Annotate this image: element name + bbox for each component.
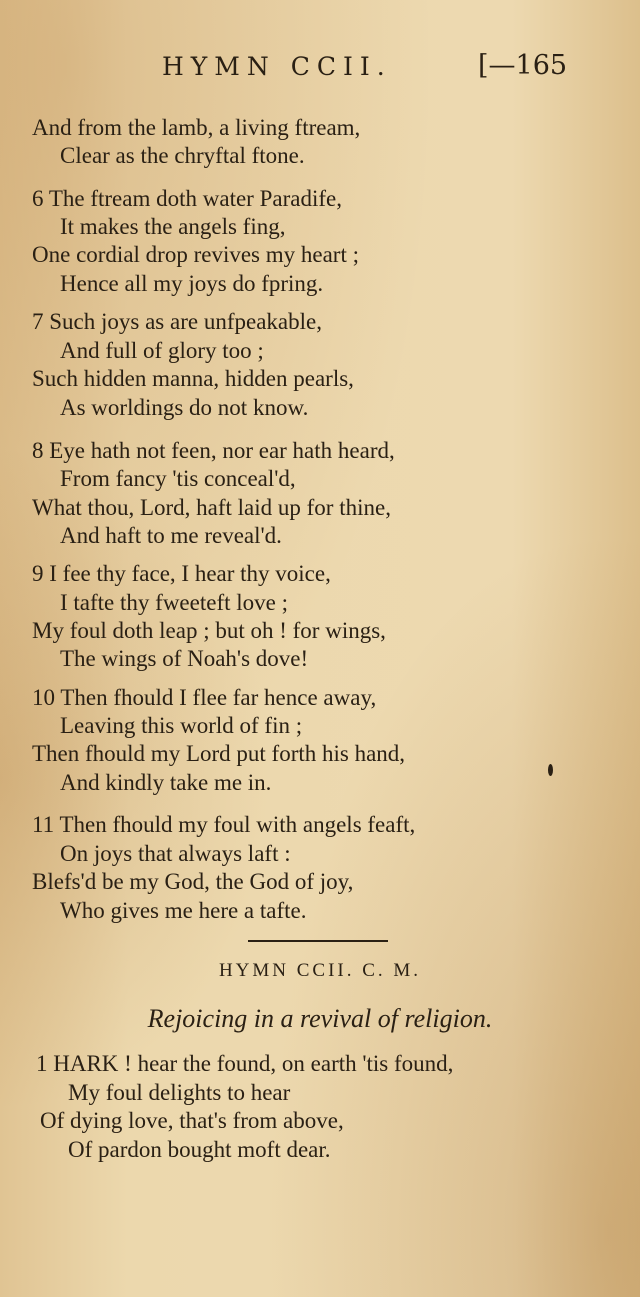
page-number: [—165 xyxy=(478,50,568,81)
verse-line: My foul doth leap ; but oh ! for wings, xyxy=(32,618,386,643)
verse-number: 10 xyxy=(32,685,55,710)
verse-line: And full of glory too ; xyxy=(60,338,264,363)
hymn-subtitle: Rejoicing in a revival of religion. xyxy=(147,1004,493,1033)
verse-line: As worldings do not know. xyxy=(60,395,309,420)
verse-line: What thou, Lord, haft laid up for thine, xyxy=(32,495,391,520)
verse-line: Hence all my joys do fpring. xyxy=(60,271,324,296)
verse-line: Blefs'd be my God, the God of joy, xyxy=(32,869,354,894)
verse-line: Leaving this world of fin ; xyxy=(60,713,303,738)
verse-number: 9 xyxy=(32,561,44,586)
verse-line: One cordial drop revives my heart ; xyxy=(32,242,359,267)
verse-number: 7 xyxy=(32,309,44,334)
running-head-title: HYMN CCII. xyxy=(162,52,392,81)
verse-line: My foul delights to hear xyxy=(68,1080,291,1105)
verse-line: And kindly take me in. xyxy=(60,770,272,795)
section-divider xyxy=(248,940,388,942)
verse-line: From fancy 'tis conceal'd, xyxy=(60,466,296,491)
verse-line: 10 Then fhould I flee far hence away, xyxy=(32,685,377,710)
verse-line: And haft to me reveal'd. xyxy=(60,523,282,548)
verse-number: 1 xyxy=(36,1051,48,1076)
verse-line: Who gives me here a tafte. xyxy=(60,898,307,923)
verse-line: Such hidden manna, hidden pearls, xyxy=(32,366,354,391)
verse-line: 6 The ftream doth water Paradife, xyxy=(32,186,342,211)
verse-line: 11 Then fhould my foul with angels feaft, xyxy=(32,812,416,837)
verse-line: It makes the angels fing, xyxy=(60,214,286,239)
verse-line: 7 Such joys as are unfpeakable, xyxy=(32,309,322,334)
verse-line: On joys that always laft : xyxy=(60,841,291,866)
verse-line: 8 Eye hath not feen, nor ear hath heard, xyxy=(32,438,395,463)
verse-line: Clear as the chryftal ftone. xyxy=(60,143,305,168)
verse-line: Then fhould my Lord put forth his hand, xyxy=(32,741,406,766)
verse-line: Of pardon bought moft dear. xyxy=(68,1137,331,1162)
verse-line: The wings of Noah's dove! xyxy=(60,646,309,671)
hymn-heading: HYMN CCII. C. M. xyxy=(218,960,422,981)
verse-line: 1 HARK ! hear the found, on earth 'tis found, xyxy=(36,1051,454,1076)
verse-number: 11 xyxy=(32,812,55,837)
verse-line: And from the lamb, a living ftream, xyxy=(32,115,361,140)
running-head xyxy=(0,52,640,92)
verse-number: 8 xyxy=(32,438,44,463)
verse-line: 9 I fee thy face, I hear thy voice, xyxy=(32,561,331,586)
verse-number: 6 xyxy=(32,186,44,211)
verse-line: I tafte thy fweeteft love ; xyxy=(60,590,288,615)
ink-speck xyxy=(548,764,553,776)
verse-line: Of dying love, that's from above, xyxy=(40,1108,344,1133)
